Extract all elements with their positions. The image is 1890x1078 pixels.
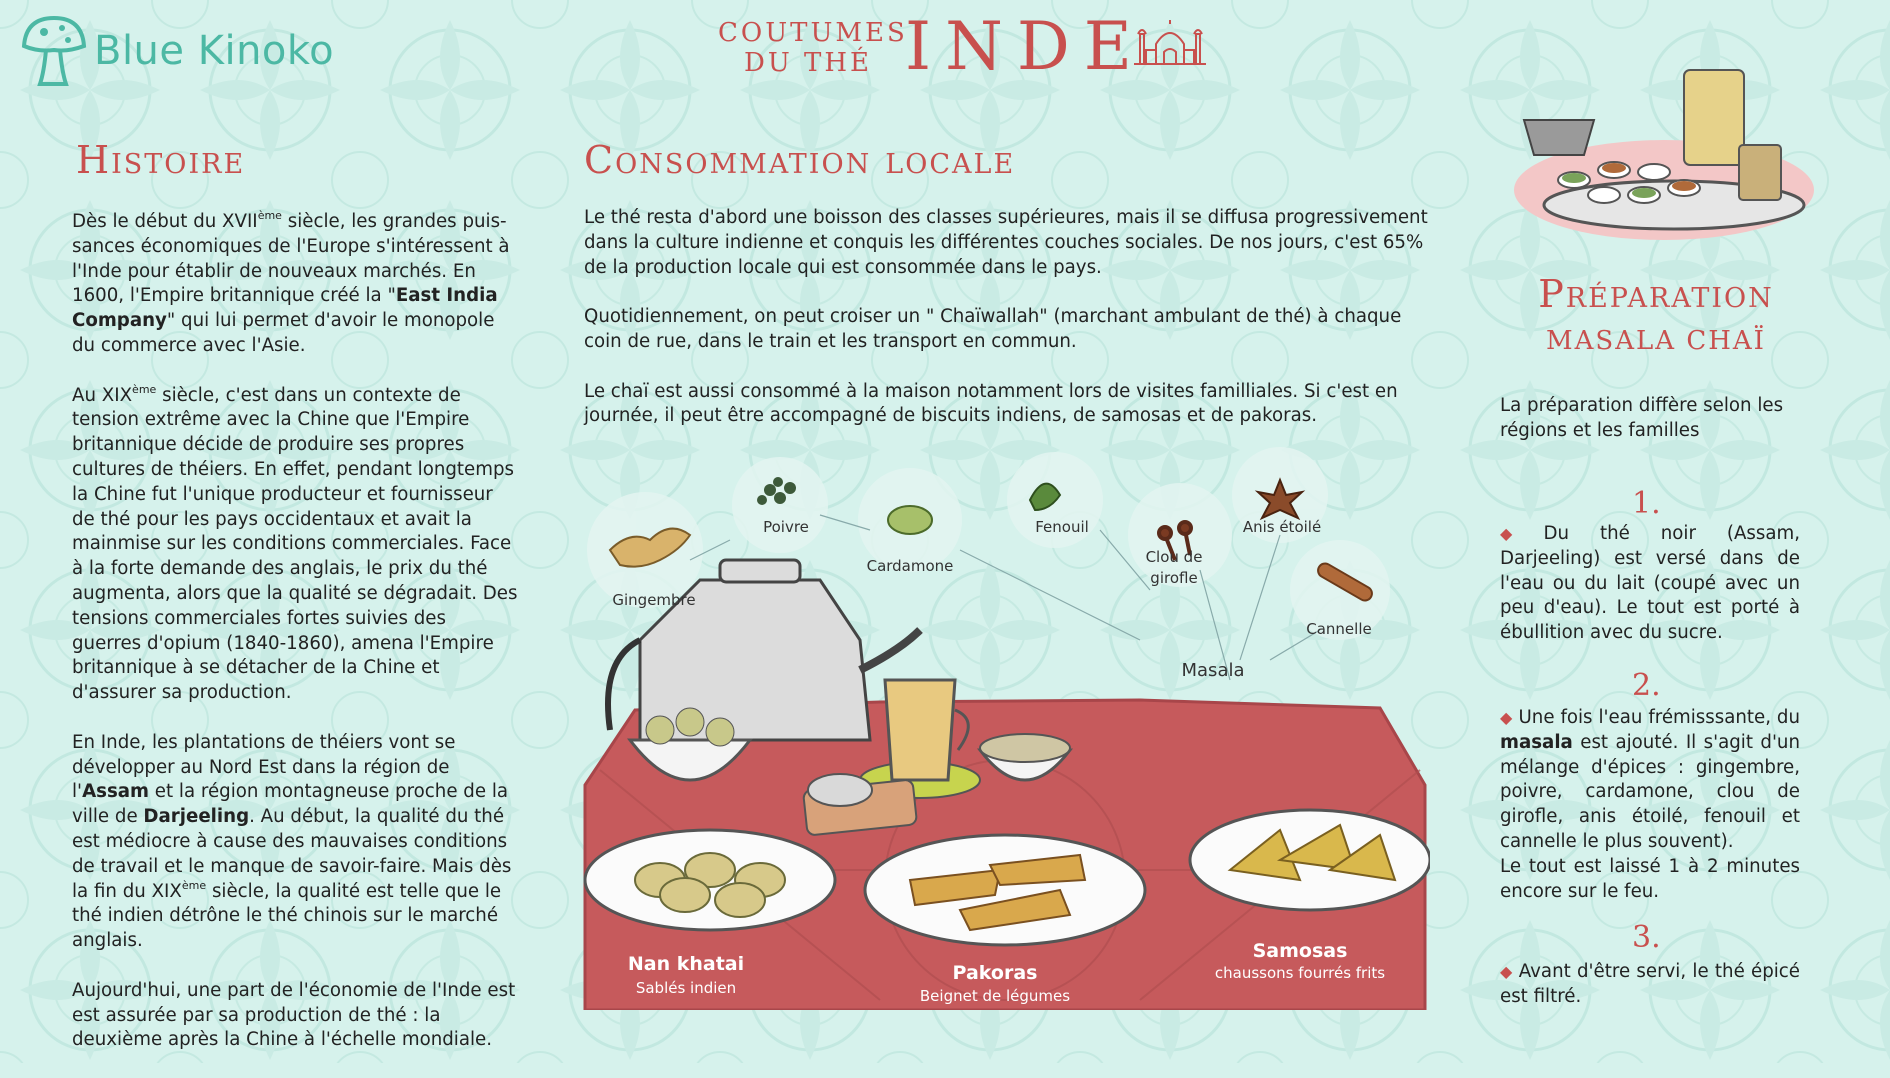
header-country: INDE xyxy=(905,8,1146,85)
dish-samosas-sub: chaussons fourrés frits xyxy=(1214,964,1386,982)
dish-nan-khatai-sub: Sablés indien xyxy=(635,979,737,997)
diamond-bullet-icon: ◆ xyxy=(1500,962,1513,981)
step-1-text: ◆ Du thé noir (Assam, Darjeeling) est versé dans de l'eau ou du lait (coupé avec un peu d'eau). Le tout est porté à ébullition avec du sucre. xyxy=(1500,523,1800,644)
consommation-text xyxy=(584,206,1429,454)
label-anis: Anis étoilé xyxy=(1242,518,1322,536)
step-3-number: 3. xyxy=(1632,920,1661,955)
histoire-paragraph-1: Dès le début du XVIIème siècle, les grandes puis-sances économiques de l'Europe s'intéressent à l'Inde pour établir de nouveaux marchés. En 1600, l'Empire britannique créé la "East India Company" qui lui permet d'avoir le monopole du commerce avec l'Asie. xyxy=(72,209,510,356)
brand-logo[interactable] xyxy=(18,12,338,92)
tea-strainer-illustration xyxy=(803,774,917,836)
taj-mahal-icon xyxy=(1132,20,1208,68)
nan-khatai-plate-illustration xyxy=(585,830,835,930)
preparation-title: Préparation xyxy=(1538,272,1774,316)
step-2-text: ◆ Une fois l'eau frémisssante, du masala est ajouté. Il s'agit d'un mélange d'épices : gingembre, poivre, cardamone, clou de girofle, anis étoilé, fenouil et cannelle le plus souvent). Le tout est laissé 1 à 2 minutes encore sur le feu. xyxy=(1500,707,1800,902)
label-poivre: Poivre xyxy=(763,518,809,536)
histoire-paragraph-4: Aujourd'hui, une part de l'économie de l'Inde est est assurée par sa production de thé : la deuxième après la Chine à l'échelle mondiale. xyxy=(72,979,516,1051)
header-line2: DU THÉ xyxy=(743,48,873,78)
consommation-paragraph-3: Le chaï est aussi consommé à la maison notamment lors de visites familliales. Si c'est en journée, il peut être accompagné de biscuits indiens, de samosas et de pakoras. xyxy=(584,380,1398,427)
dish-nan-khatai-name: Nan khatai xyxy=(627,953,745,975)
consommation-paragraph-2: Quotidiennement, on peut croiser un " Chaïwallah" (marchant ambulant de thé) à chaque coin de rue, dans le train et les transport en commun. xyxy=(584,306,1402,352)
mushroom-icon xyxy=(18,12,88,88)
pakoras-plate-illustration xyxy=(865,835,1145,945)
label-clou-1: Clou de xyxy=(1145,548,1203,566)
diamond-bullet-icon: ◆ xyxy=(1500,708,1513,727)
step-2-number: 2. xyxy=(1632,668,1661,703)
preparation-intro: La préparation diffère selon les régions et les familles xyxy=(1500,395,1784,441)
cardamom-icon xyxy=(888,506,932,534)
dish-samosas-name: Samosas xyxy=(1252,940,1348,962)
label-fenouil: Fenouil xyxy=(1035,518,1089,536)
histoire-text xyxy=(72,210,520,1078)
dish-pakoras-sub: Beignet de légumes xyxy=(919,987,1071,1005)
label-cardamone: Cardamone xyxy=(866,557,954,575)
consommation-paragraph-1: Le thé resta d'abord une boisson des classes supérieures, mais il se diffusa progressivement dans la culture indienne et conquis les différentes couches sociales. De nos jours, c'est 65% de la production locale qui est consommée dans le pays. xyxy=(584,207,1428,278)
label-cannelle: Cannelle xyxy=(1306,620,1372,638)
consommation-title: Consommation locale xyxy=(584,138,1016,182)
dish-pakoras-name: Pakoras xyxy=(952,962,1038,984)
label-gingembre: Gingembre xyxy=(612,591,696,609)
label-masala: Masala xyxy=(1181,660,1245,681)
histoire-title: Histoire xyxy=(76,138,246,182)
brand-name: Blue Kinoko xyxy=(94,28,335,74)
histoire-paragraph-3: En Inde, les plantations de théiers vont se développer au Nord Est dans la région de l'Assam et la région montagneuse proche de la ville de Darjeeling. Au début, la qualité du thé est médiocre à cause des mauvaises conditions de travail et le manque de savoir-faire. Mais dès la fin du XIXème siècle, la qualité est telle que le thé indien détrône le thé chinois sur le marché anglais. xyxy=(72,731,512,952)
preparation-subtitle: MASALA CHAÏ xyxy=(1546,326,1766,356)
label-clou-2: girofle xyxy=(1150,569,1198,587)
diamond-bullet-icon: ◆ xyxy=(1500,524,1538,543)
spice-tray-illustration xyxy=(1514,60,1814,240)
step-1-number: 1. xyxy=(1632,486,1661,521)
step-3-text: ◆ Avant d'être servi, le thé épicé est filtré. xyxy=(1500,961,1800,1007)
samosas-plate-illustration xyxy=(1190,810,1430,910)
histoire-paragraph-2: Au XIXème siècle, c'est dans un contexte de tension extrême avec la Chine que l'Empire britannique décide de produire ses propres cultures de théiers. En effet, pendant longtemps la Chine fut l'unique producteur et fournisseur de thé pour les pays occidentaux et avait la mainmise sur les conditions commerciales. Face à la forte demande des anglais, le prix du thé augmenta, alors que la qualité se dégradait. Des tensions commerciales fortes suivies des guerres d'opium (1840-1860), amena l'Empire britannique à se détacher de la Chine et d'assurer sa production. xyxy=(72,382,518,704)
header-line1: COUTUMES xyxy=(718,18,908,48)
